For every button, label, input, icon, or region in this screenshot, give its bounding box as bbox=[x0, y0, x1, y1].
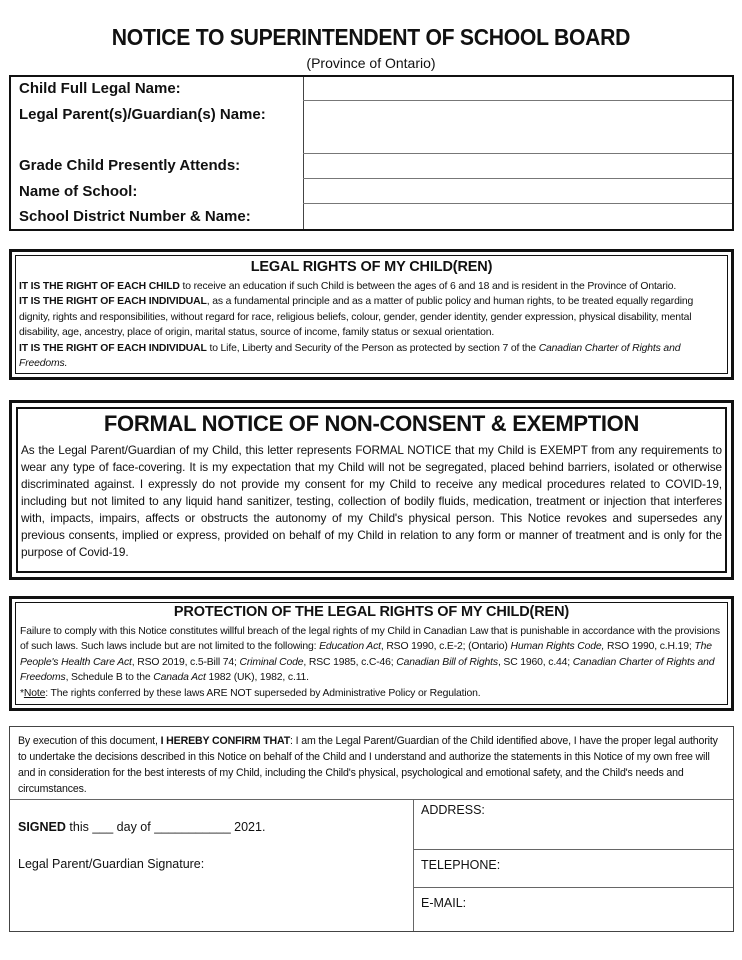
note-label: Note bbox=[23, 687, 46, 699]
legal-rights-paragraph bbox=[19, 341, 724, 372]
formal-notice-body: As the Legal Parent/Guardian of my Child, this letter represents FORMAL NOTICE that my Child is EXEMPT from any requirements to wear any type of face-covering. It is my expectation that my Child will not be segregated, placed behind barriers, isolated or otherwise discriminated against. I expressly do not provide my consent for my Child to receive any medical procedures related to COVID-19, including but not limited to any liquid hand sanitizer, testing, collection of bodily fluids, medication, treatment or injection that interferes with, impacts, impairs, affects or obstructs the autonomy of my Child's physical person. This Notice revokes and supersedes any previous consents, implied or express, provided on behalf of my Child in relation to any form or manner of treatment and is only for the purpose of Covid-19. bbox=[21, 443, 722, 559]
child-info-table bbox=[9, 75, 734, 231]
telephone-label: TELEPHONE: bbox=[421, 858, 501, 872]
bold-lead: IT IS THE RIGHT OF EACH INDIVIDUAL bbox=[19, 296, 207, 307]
confirm-phrase: I HEREBY CONFIRM THAT bbox=[160, 735, 291, 747]
law-name: Human Rights Code, bbox=[510, 641, 605, 652]
legal-rights-paragraph bbox=[19, 279, 724, 295]
formal-notice-heading: FORMAL NOTICE OF NON-CONSENT & EXEMPTION bbox=[103, 411, 640, 436]
divider bbox=[10, 799, 733, 800]
child-name-label: Child Full Legal Name: bbox=[19, 80, 181, 97]
legal-rights-section bbox=[9, 249, 734, 380]
text: Failure to comply with this Notice constitutes willful breach of the legal rights of my Child in Canadian Law that is punishable in accordance with the provisions of such laws. Such laws include but are not limited to the following: bbox=[20, 625, 720, 652]
law-name: Canadian Bill of Rights bbox=[396, 656, 498, 668]
bold-lead: IT IS THE RIGHT OF EACH CHILD bbox=[19, 280, 180, 292]
protection-section bbox=[9, 596, 734, 711]
grade-field[interactable] bbox=[303, 178, 732, 179]
text: , RSO 1990, c.E-2; (Ontario) bbox=[380, 641, 511, 652]
child-name-field[interactable] bbox=[303, 100, 732, 101]
signature-label: Legal Parent/Guardian Signature: bbox=[18, 857, 205, 871]
text: 1982 (UK), 1982, c.11. bbox=[205, 672, 309, 683]
legal-rights-heading: LEGAL RIGHTS OF MY CHILD(REN) bbox=[250, 259, 493, 275]
charter-reference: Canadian Charter of Rights and Freedoms. bbox=[19, 342, 681, 369]
text: , Schedule B to the bbox=[65, 672, 154, 683]
telephone-field[interactable] bbox=[413, 887, 733, 888]
text: : I am the Legal Parent/Guardian of the Child identified above, I have the proper legal authority to undertake the decisions described in this Notice on behalf of the Child and I understand and authorize the statements in this Notice of my own free will and in consideration for the best interests of my Child, including the Child's physical, psychological and emotional safety, and the Child's needs and circumstances. bbox=[18, 735, 718, 795]
guardian-name-field[interactable] bbox=[303, 153, 732, 154]
confirmation-text bbox=[18, 733, 725, 797]
paragraph-text: to Life, Liberty and Security of the Person as protected by section 7 of the bbox=[206, 342, 539, 354]
signed-label: SIGNED bbox=[18, 820, 66, 834]
protection-heading: PROTECTION OF THE LEGAL RIGHTS OF MY CHILD(REN) bbox=[173, 604, 570, 620]
law-name: Education Act bbox=[319, 641, 381, 652]
protection-paragraph bbox=[20, 624, 723, 686]
law-name: Criminal Code bbox=[239, 656, 304, 668]
school-district-label: School District Number & Name: bbox=[19, 208, 251, 225]
text: , SC 1960, c.44; bbox=[497, 656, 573, 668]
confirmation-section bbox=[9, 726, 734, 932]
bold-lead: IT IS THE RIGHT OF EACH INDIVIDUAL bbox=[19, 342, 207, 354]
grade-label: Grade Child Presently Attends: bbox=[19, 157, 241, 174]
school-name-label: Name of School: bbox=[19, 183, 138, 200]
signed-line[interactable] bbox=[18, 820, 265, 834]
text: By execution of this document, bbox=[18, 735, 161, 747]
page-subtitle: (Province of Ontario) bbox=[306, 55, 436, 71]
address-label: ADDRESS: bbox=[421, 803, 485, 817]
formal-notice-section bbox=[9, 400, 734, 580]
paragraph-text: , as a fundamental principle and as a matter of public policy and human rights, to be treated equally regarding dignity, rights and responsibilities, without regard for race, religious beliefs, colour, gender, gender identity, gender expression, physical disability, mental disability, age, ancestry, place of origin, marital status, source of income, family status or sexual orientation. bbox=[19, 296, 694, 338]
guardian-name-label: Legal Parent(s)/Guardian(s) Name: bbox=[19, 106, 266, 123]
text: , RSC 1985, c.C-46; bbox=[303, 656, 397, 668]
signed-date-blanks: this ___ day of ___________ 2021. bbox=[65, 820, 266, 834]
text: , RSO 2019, c.5-Bill 74; bbox=[131, 656, 240, 668]
law-name: Canadian Charter of Rights and Freedoms bbox=[20, 656, 715, 683]
law-name: Canada Act bbox=[153, 672, 206, 683]
address-field[interactable] bbox=[413, 849, 733, 850]
note-text: : The rights conferred by these laws ARE NOT superseded by Administrative Policy or Regulation. bbox=[45, 687, 481, 699]
law-name: The People's Health Care Act bbox=[20, 641, 712, 668]
page-title: NOTICE TO SUPERINTENDENT OF SCHOOL BOARD bbox=[111, 24, 631, 50]
paragraph-text: to receive an education if such Child is between the ages of 6 and 18 and is resident in the Province of Ontario. bbox=[179, 280, 677, 292]
text: RSO 1990, c.H.19; bbox=[604, 641, 695, 652]
email-label: E-MAIL: bbox=[421, 896, 467, 910]
divider bbox=[413, 799, 414, 931]
school-name-field[interactable] bbox=[303, 203, 732, 204]
note-prefix: * bbox=[20, 687, 24, 699]
legal-rights-paragraph bbox=[19, 294, 724, 341]
protection-note bbox=[20, 686, 723, 702]
